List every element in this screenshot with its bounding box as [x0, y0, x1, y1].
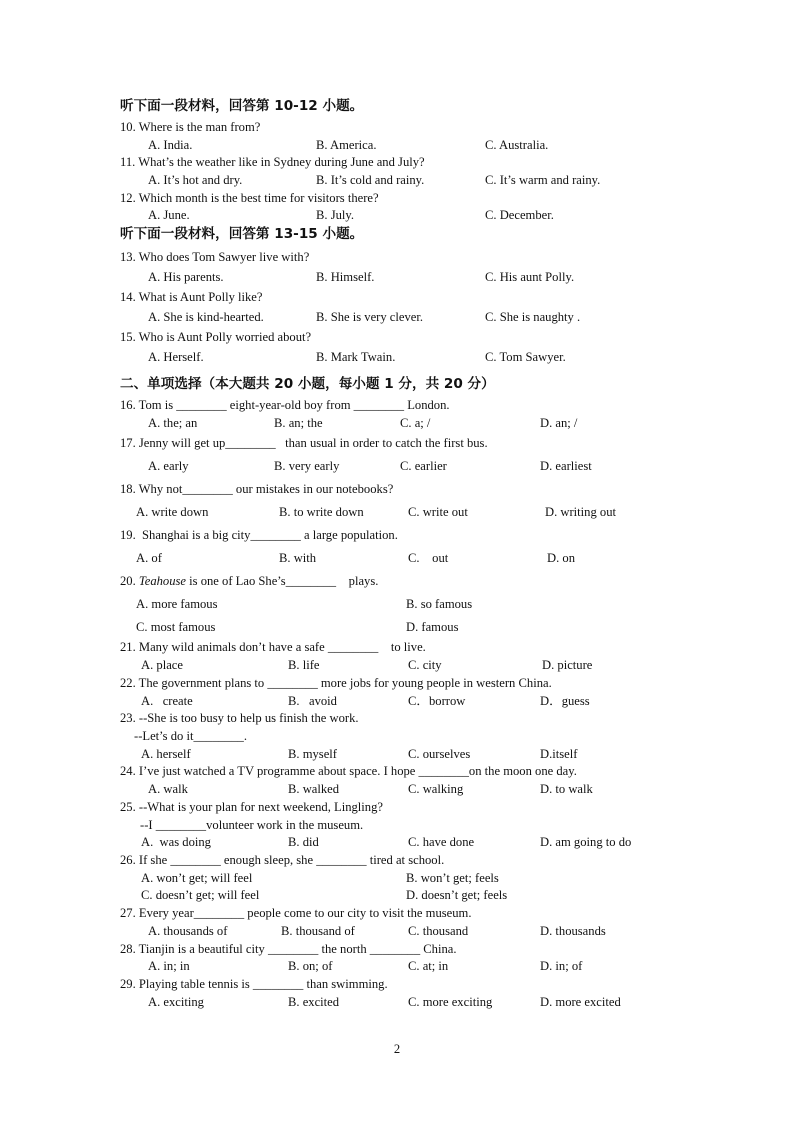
option-c: C. Tom Sawyer. — [485, 350, 566, 364]
option-a: A. Herself. — [148, 350, 204, 364]
option-a: A. June. — [148, 208, 190, 222]
option-c: C. city — [408, 658, 442, 672]
question-stem: 27. Every year________ people come to our city to visit the museum. — [120, 906, 472, 920]
option-c: C. a; / — [400, 416, 431, 430]
option-a: A. in; in — [148, 959, 190, 973]
option-a: A. won’t get; will feel — [141, 871, 253, 885]
option-a: A. thousands of — [148, 924, 228, 938]
option-a: A. of — [136, 551, 162, 565]
question-stem: 24. I’ve just watched a TV programme about space. I hope ________on the moon one day. — [120, 764, 577, 778]
option-b: B. won’t get; feels — [406, 871, 499, 885]
option-b: B. It’s cold and rainy. — [316, 173, 425, 187]
question-stem-line2: --Let’s do it________. — [134, 729, 247, 743]
question-stem: 11. What’s the weather like in Sydney during June and July? — [120, 155, 425, 169]
option-d: D. earliest — [540, 459, 592, 473]
question-stem: 13. Who does Tom Sawyer live with? — [120, 250, 310, 264]
option-d: D.itself — [540, 747, 578, 761]
section-heading: 听下面一段材料，回答第 10-12 小题。 — [120, 98, 364, 114]
option-c: C. She is naughty . — [485, 310, 581, 324]
option-c: C. most famous — [136, 620, 216, 634]
book-title: Teahouse — [138, 574, 187, 588]
option-d: D. writing out — [545, 505, 617, 519]
question-stem: 23. --She is too busy to help us finish the work. — [120, 711, 359, 725]
option-d: D. famous — [406, 620, 459, 634]
option-a: A. She is kind-hearted. — [148, 310, 264, 324]
option-c: C．borrow — [408, 694, 466, 708]
question-stem: 21. Many wild animals don’t have a safe ________ to live. — [120, 640, 426, 654]
option-d: D. to walk — [540, 782, 593, 796]
stem-suffix: is one of Lao She’s________ plays. — [186, 574, 379, 588]
question-stem — [120, 574, 378, 589]
option-a: A. the; an — [148, 416, 198, 430]
question-stem: 19. Shanghai is a big city________ a large population. — [120, 528, 398, 542]
option-a: A. create — [141, 694, 193, 708]
option-c: C. thousand — [408, 924, 469, 938]
option-d: D. am going to do — [540, 835, 632, 849]
option-b: B. with — [279, 551, 317, 565]
option-b: B. America. — [316, 138, 377, 152]
option-a: A. early — [148, 459, 189, 473]
option-b: B. walked — [288, 782, 340, 796]
question-stem: 16. Tom is ________ eight-year-old boy from ________ London. — [120, 398, 450, 412]
option-b: B. She is very clever. — [316, 310, 424, 324]
option-d: D. thousands — [540, 924, 606, 938]
option-b: B. on; of — [288, 959, 333, 973]
option-d: D. more excited — [540, 995, 621, 1009]
option-b: B. July. — [316, 208, 355, 222]
option-c: C. walking — [408, 782, 464, 796]
section-heading: 听下面一段材料，回答第 13-15 小题。 — [120, 226, 364, 242]
option-d: D. doesn’t get; feels — [406, 888, 508, 902]
question-stem: 15. Who is Aunt Polly worried about? — [120, 330, 312, 344]
option-a: A. India. — [148, 138, 193, 152]
option-d: D. on — [547, 551, 575, 565]
option-a: A. exciting — [148, 995, 204, 1009]
option-c: C. earlier — [400, 459, 447, 473]
option-c: C. His aunt Polly. — [485, 270, 575, 284]
question-stem: 25. --What is your plan for next weekend, Lingling? — [120, 800, 383, 814]
option-c: C. write out — [408, 505, 468, 519]
stem-prefix: 20. — [120, 574, 139, 588]
option-d: D. in; of — [540, 959, 583, 973]
option-b: B. avoid — [288, 694, 337, 708]
option-b: B. Himself. — [316, 270, 375, 284]
option-b: B. myself — [288, 747, 337, 761]
option-a: A. It’s hot and dry. — [148, 173, 243, 187]
option-b: B. Mark Twain. — [316, 350, 396, 364]
option-b: B. to write down — [279, 505, 364, 519]
option-b: B. an; the — [274, 416, 323, 430]
option-a: A. was doing — [141, 835, 211, 849]
option-a: A. herself — [141, 747, 191, 761]
option-d: D. picture — [542, 658, 593, 672]
option-a: A. His parents. — [148, 270, 224, 284]
option-c: C. more exciting — [408, 995, 493, 1009]
option-b: B. thousand of — [281, 924, 355, 938]
option-a: A. walk — [148, 782, 188, 796]
option-b: B. very early — [274, 459, 340, 473]
question-stem: 28. Tianjin is a beautiful city ________ the north ________ China. — [120, 942, 457, 956]
option-d: D．guess — [540, 694, 590, 708]
option-b: B. so famous — [406, 597, 473, 611]
question-stem: 17. Jenny will get up________ than usual in order to catch the first bus. — [120, 436, 488, 450]
question-stem: 29. Playing table tennis is ________ than swimming. — [120, 977, 388, 991]
question-stem: 26. If she ________ enough sleep, she ________ tired at school. — [120, 853, 445, 867]
question-stem: 12. Which month is the best time for visitors there? — [120, 191, 379, 205]
option-c: C. out — [408, 551, 449, 565]
option-b: B. did — [288, 835, 319, 849]
option-b: B. life — [288, 658, 320, 672]
question-stem: 10. Where is the man from? — [120, 120, 261, 134]
option-c: C. December. — [485, 208, 554, 222]
option-a: A. place — [141, 658, 183, 672]
option-c: C. Australia. — [485, 138, 549, 152]
option-c: C. have done — [408, 835, 475, 849]
option-c: C. at; in — [408, 959, 449, 973]
option-c: C. doesn’t get; will feel — [141, 888, 260, 902]
option-c: C. It’s warm and rainy. — [485, 173, 601, 187]
option-a: A. write down — [136, 505, 209, 519]
page-number: 2 — [393, 1042, 401, 1056]
section-heading: 二、单项选择（本大题共 20 小题，每小题 1 分，共 20 分） — [120, 376, 495, 392]
option-b: B. excited — [288, 995, 340, 1009]
option-d: D. an; / — [540, 416, 578, 430]
question-stem: 22. The government plans to ________ more jobs for young people in western China. — [120, 676, 552, 690]
question-stem: 18. Why not________ our mistakes in our notebooks? — [120, 482, 394, 496]
option-a: A. more famous — [136, 597, 218, 611]
option-c: C. ourselves — [408, 747, 471, 761]
question-stem: 14. What is Aunt Polly like? — [120, 290, 263, 304]
question-stem-line2: --I ________volunteer work in the museum. — [140, 818, 364, 832]
